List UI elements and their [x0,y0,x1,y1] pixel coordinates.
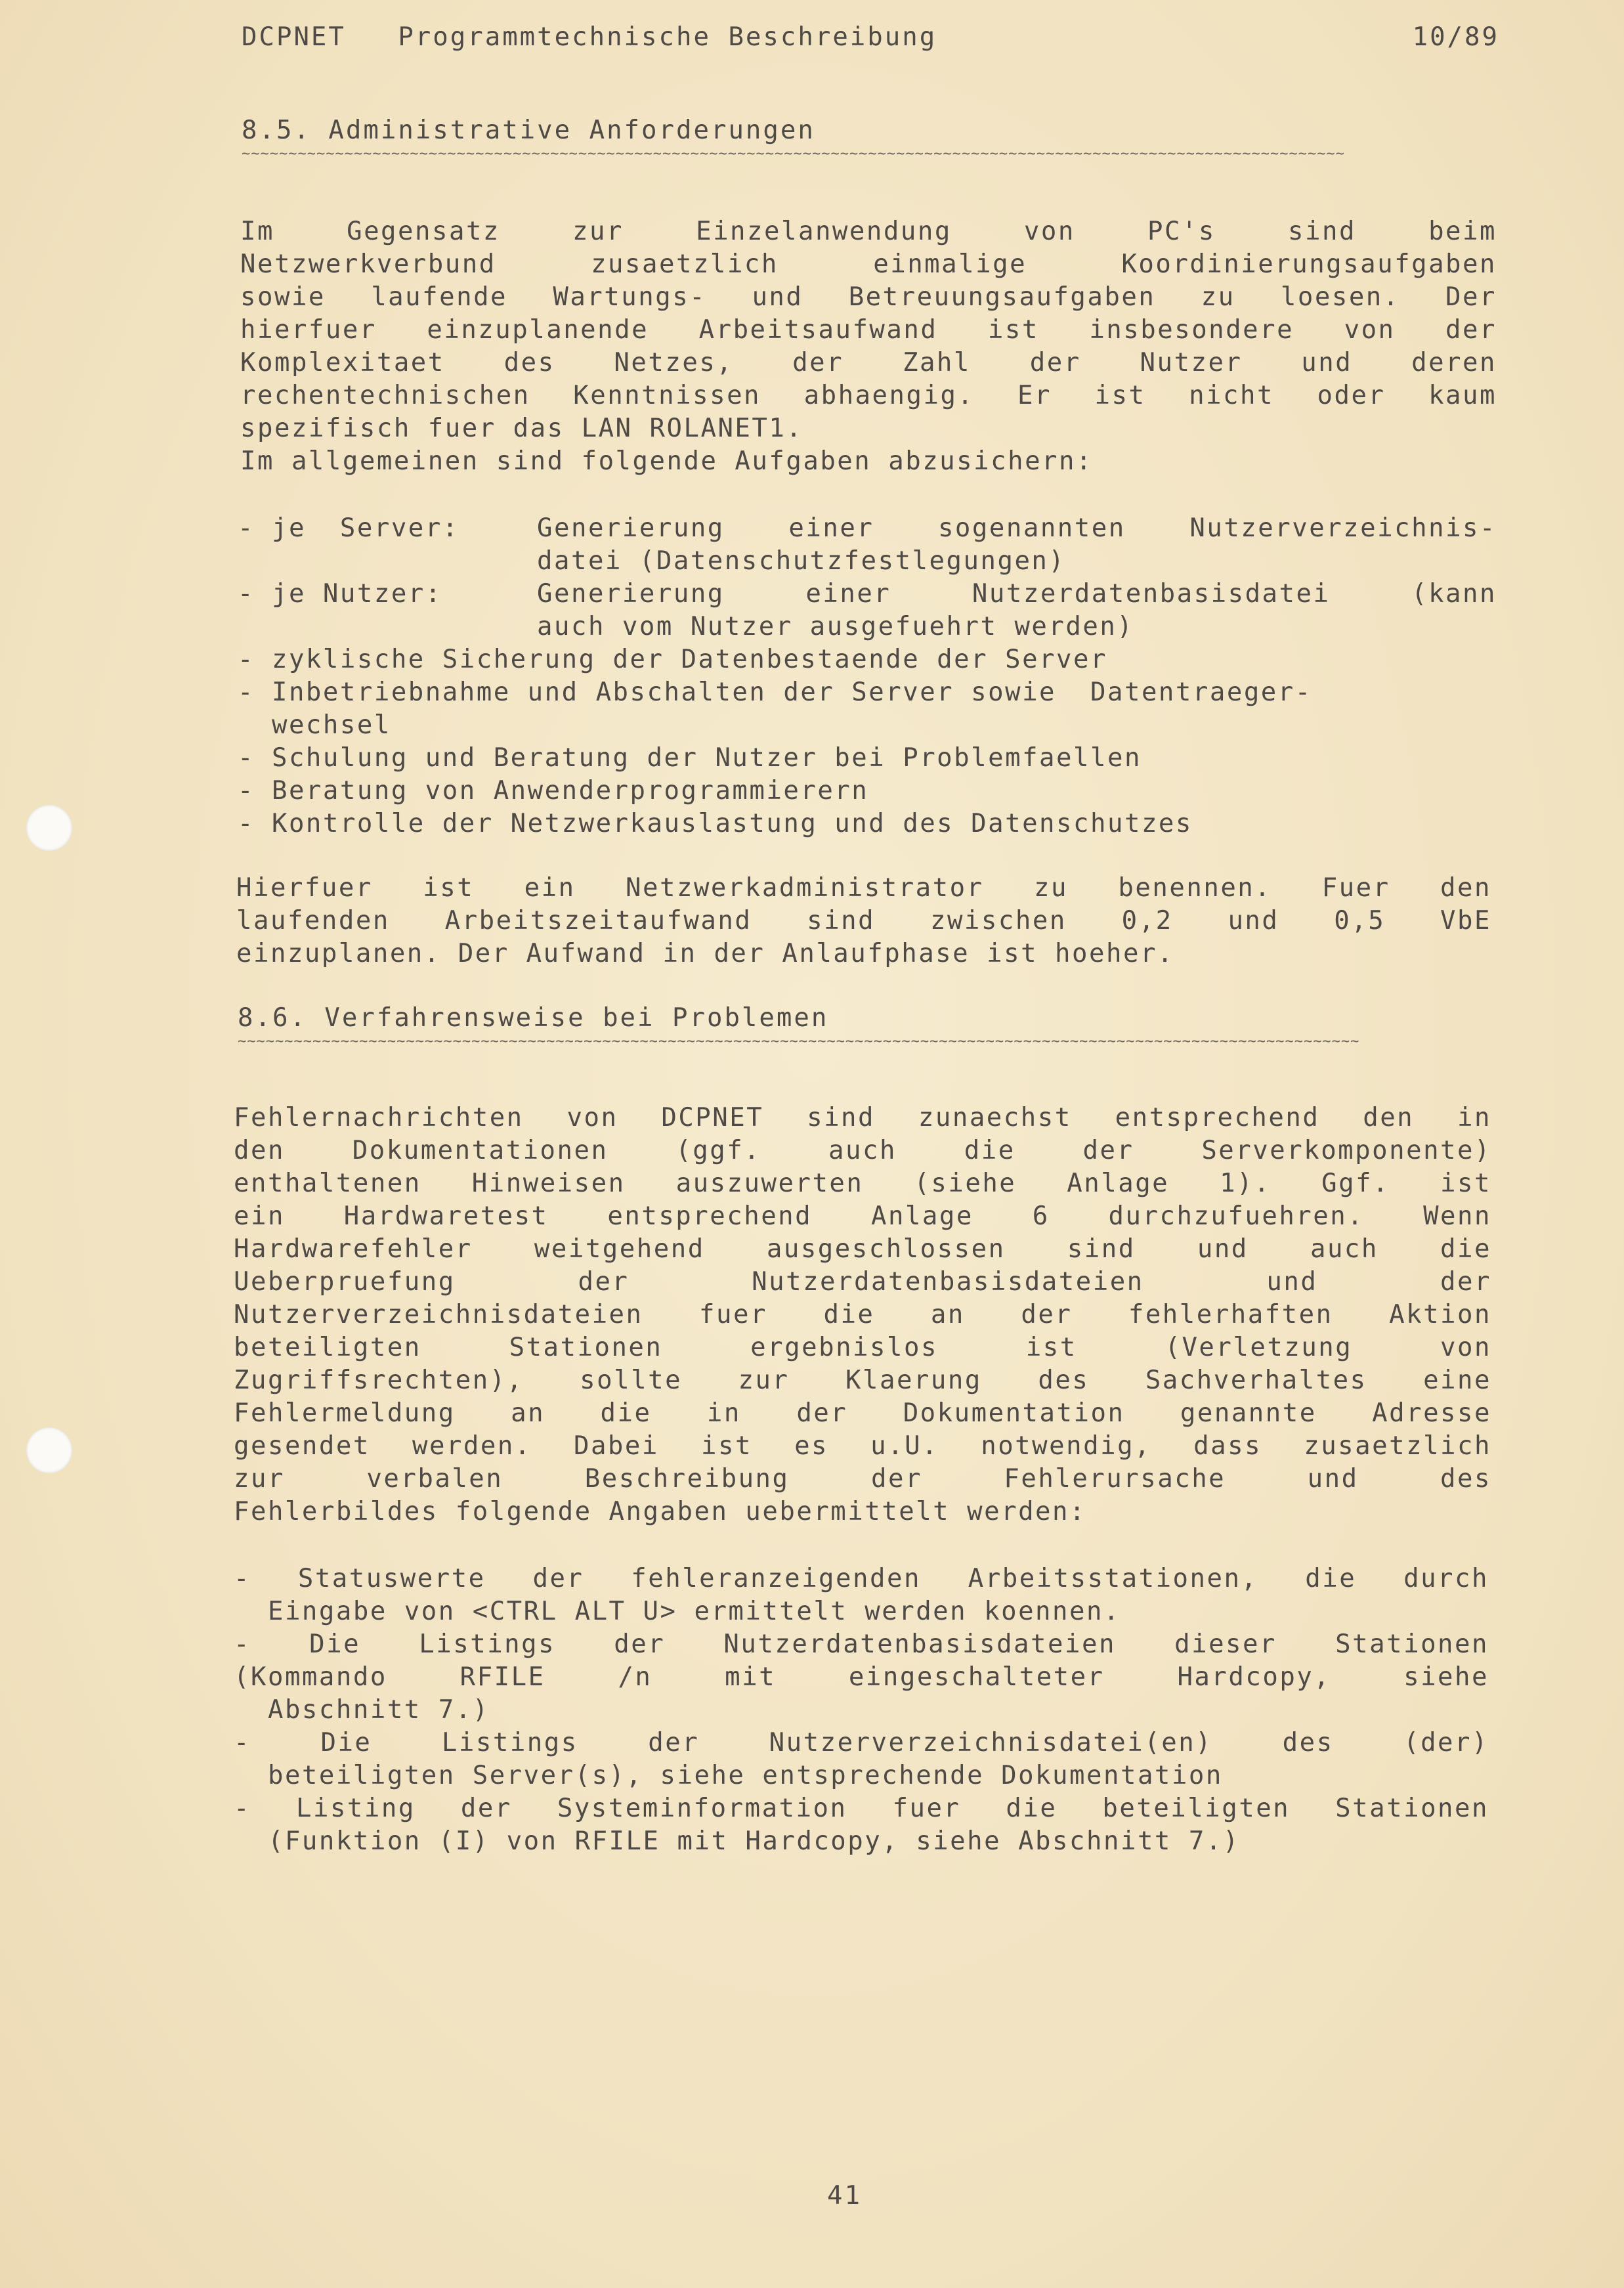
header-title: DCPNET Programmtechnische Beschreibung [242,22,937,52]
task-list [238,512,1497,840]
text-line: einzuplanen. Der Aufwand in der Anlaufphase ist hoeher. [236,939,1174,968]
paragraph-problems [234,1102,1491,1528]
text-line: gesendet werden. Dabei ist es u.U. notwendig, dass zusaetzlich [234,1431,1491,1461]
text-line: Im allgemeinen sind folgende Aufgaben abzusichern: [240,446,1093,476]
text-line: rechentechnischen Kenntnissen abhaengig. Er ist nicht oder kaum [240,381,1497,410]
punch-hole-bottom [26,1427,72,1473]
list-item: - zyklische Sicherung der Datenbestaende der Server [238,645,1107,674]
list-item: wechsel [238,710,391,740]
text-line: hierfuer einzuplanende Arbeitsaufwand ist insbesondere von der [240,315,1497,345]
list-item [238,512,1497,578]
header-page-ref: 10/89 [1412,22,1499,52]
text-line: sowie laufende Wartungs- und Betreuungsaufgaben zu loesen. Der [240,282,1497,312]
text-line: Netzwerkverbund zusaetzlich einmalige Koordinierungsaufgaben [240,249,1497,279]
list-item: - Die Listings der Nutzerdatenbasisdateien dieser Stationen [234,1630,1489,1659]
list-item: - Statuswerte der fehleranzeigenden Arbeitsstationen, die durch [234,1564,1489,1593]
text-line: laufenden Arbeitszeitaufwand sind zwischen 0,2 und 0,5 VbE [236,906,1491,936]
list-item: - Kontrolle der Netzwerkauslastung und des Datenschutzes [238,809,1193,838]
list-item-continuation: Eingabe von <CTRL ALT U> ermittelt werden koennen. [234,1597,1121,1626]
list-item-continuation: (Kommando RFILE /n mit eingeschalteter Hardcopy, siehe [234,1662,1489,1692]
text-line: enthaltenen Hinweisen auszuwerten (siehe Anlage 1). Ggf. ist [234,1169,1491,1198]
list-label: - je Server: [238,513,459,543]
text-line: Generierung einer Nutzerdatenbasisdatei (kann [537,579,1497,609]
heading-underline: ~~~~~~~~~~~~~~~~~~~~~~~~~~~~~~~~~~~~~~~~~~~~~~~~~~~~~~~~~~~~~~~~~~~~~~~~~~~~~~~~~~~~~~~~~~~~~~~~~~~~~~~~~~~~~~~~~~~~~~~~ [238,1033,1360,1050]
text-line: datei (Datenschutzfestlegungen) [537,546,1066,576]
text-line: auch vom Nutzer ausgefuehrt werden) [537,612,1134,641]
text-line: ein Hardwaretest entsprechend Anlage 6 durchzufuehren. Wenn [234,1201,1491,1231]
text-line: Fehlernachrichten von DCPNET sind zunaechst entsprechend den in [234,1103,1491,1133]
paragraph-administrator [236,872,1491,970]
list-item [238,578,1497,643]
text-line: Hardwarefehler weitgehend ausgeschlossen sind und auch die [234,1234,1491,1264]
list-item-continuation: Abschnitt 7.) [234,1695,490,1725]
text-line: Zugriffsrechten), sollte zur Klaerung des Sachverhaltes eine [234,1366,1491,1395]
text-line: den Dokumentationen (ggf. auch die der Serverkomponente) [234,1136,1491,1165]
list-item: - Die Listings der Nutzerverzeichnisdatei(en) des (der) [234,1728,1489,1758]
text-line: beteiligten Stationen ergebnislos ist (Verletzung von [234,1333,1491,1362]
punch-hole-top [26,805,72,851]
list-item: - Schulung und Beratung der Nutzer bei Problemfaellen [238,743,1142,773]
text-line: Fehlermeldung an die in der Dokumentation genannte Adresse [234,1398,1491,1428]
text-line: spezifisch fuer das LAN ROLANET1. [240,414,803,443]
section-heading-8-5: 8.5. Administrative Anforderungen [242,116,815,145]
text-line: Komplexitaet des Netzes, der Zahl der Nutzer und deren [240,348,1497,378]
text-line: zur verbalen Beschreibung der Fehlerursache und des [234,1464,1491,1494]
text-line: Im Gegensatz zur Einzelanwendung von PC's sind beim [240,217,1497,246]
paragraph-admin [240,215,1497,478]
list-item: - Listing der Systeminformation fuer die beteiligten Stationen [234,1794,1489,1823]
list-label: - je Nutzer: [238,579,442,609]
text-line: Generierung einer sogenannten Nutzerverzeichnis- [537,513,1497,543]
list-item: - Beratung von Anwenderprogrammierern [238,776,869,806]
list-item-continuation: (Funktion (I) von RFILE mit Hardcopy, siehe Abschnitt 7.) [234,1826,1240,1856]
text-line: Ueberpruefung der Nutzerdatenbasisdateien und der [234,1267,1491,1297]
page-header [242,22,1499,59]
list-item-continuation: beteiligten Server(s), siehe entsprechende Dokumentation [234,1761,1223,1790]
text-line: Fehlerbildes folgende Angaben uebermittelt werden: [234,1497,1086,1526]
text-line: Nutzerverzeichnisdateien fuer die an der fehlerhaften Aktion [234,1300,1491,1329]
list-item: - Inbetriebnahme und Abschalten der Server sowie Datentraeger- [238,678,1312,707]
info-list [234,1563,1489,1858]
page-number: 41 [827,2181,862,2211]
section-heading-8-6: 8.6. Verfahrensweise bei Problemen [238,1003,829,1033]
text-line: Hierfuer ist ein Netzwerkadministrator zu benennen. Fuer den [236,873,1491,903]
heading-underline: ~~~~~~~~~~~~~~~~~~~~~~~~~~~~~~~~~~~~~~~~~~~~~~~~~~~~~~~~~~~~~~~~~~~~~~~~~~~~~~~~~~~~~~~~~~~~~~~~~~~~~~~~~~~~~~~~~~~~~~ [242,146,1345,162]
